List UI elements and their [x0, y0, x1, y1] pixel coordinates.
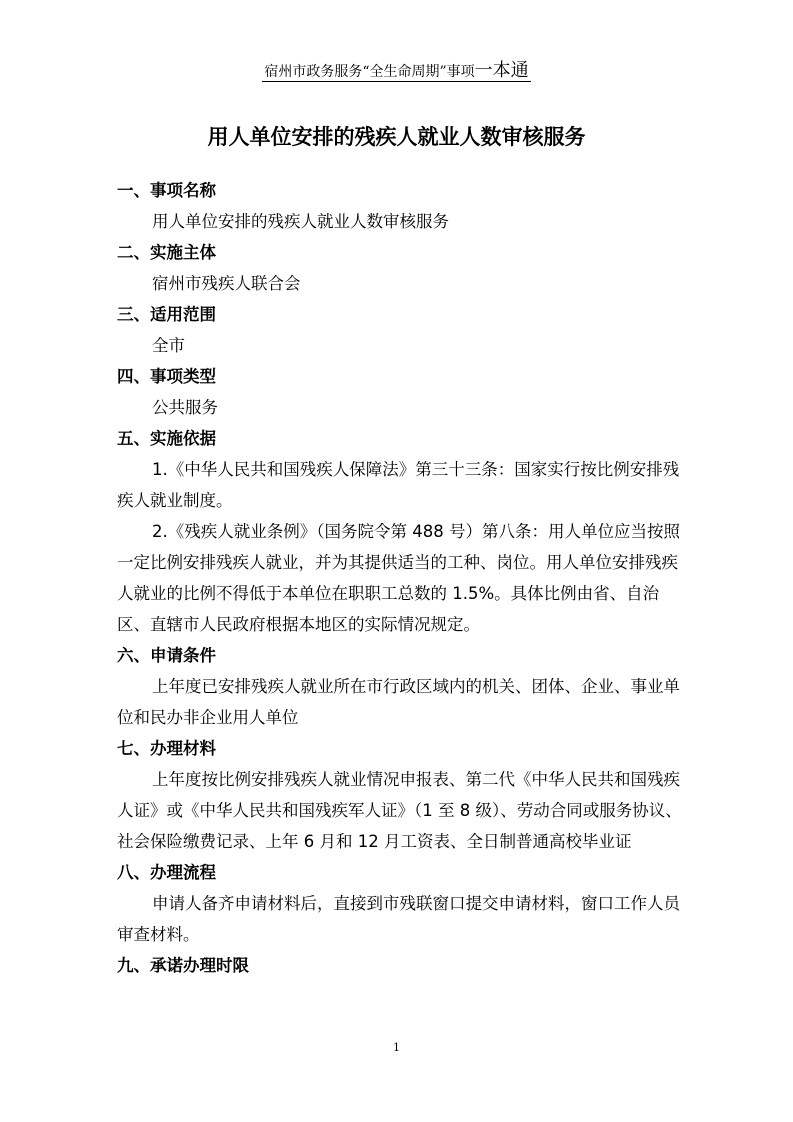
- header-text: [262, 60, 530, 82]
- section-paragraph: 2.《残疾人就业条例》（国务院令第 488 号）第八条：用人单位应当按照一定比例安排残疾人就业，并为其提供适当的工种、岗位。用人单位安排残疾人就业的比例不得低于本单位在职职工总数的 1.5%。具体比例由省、自治区、直辖市人民政府根据本地区的实际情况规定。: [117, 522, 680, 634]
- section-paragraph: 用人单位安排的残疾人就业人数审核服务: [152, 212, 449, 231]
- section-heading: 六、申请条件: [117, 646, 216, 665]
- section-paragraph: 上年度已安排残疾人就业所在市行政区域内的机关、团体、企业、事业单位和民办非企业用人单位: [117, 677, 680, 727]
- section-heading: 四、事项类型: [117, 367, 216, 386]
- section-heading: 三、适用范围: [117, 305, 216, 324]
- section-paragraph: 1.《中华人民共和国残疾人保障法》第三十三条：国家实行按比例安排残疾人就业制度。: [117, 460, 680, 510]
- document-body: [117, 175, 687, 981]
- section-heading: 九、承诺办理时限: [117, 956, 249, 975]
- section-paragraph: 全市: [152, 336, 185, 355]
- section-heading: 七、办理材料: [117, 739, 216, 758]
- document-title: 用人单位安排的残疾人就业人数审核服务: [207, 125, 586, 149]
- section-paragraph: 申请人备齐申请材料后，直接到市残联窗口提交申请材料，窗口工作人员审查材料。: [117, 894, 680, 944]
- page-number: 1: [393, 1041, 400, 1054]
- section-heading: 五、实施依据: [117, 429, 216, 448]
- section-paragraph: 宿州市残疾人联合会: [152, 274, 301, 293]
- header-text-big: 一本通: [474, 60, 529, 81]
- section-paragraph: 公共服务: [152, 398, 218, 417]
- page-header: [0, 60, 793, 83]
- header-text-main: 宿州市政务服务“全生命周期”事项: [264, 64, 475, 80]
- section-paragraph: 上年度按比例安排残疾人就业情况申报表、第二代《中华人民共和国残疾人证》或《中华人民共和国残疾军人证》（1 至 8 级）、劳动合同或服务协议、社会保险缴费记录、上年 6 月和 12 月工资表、全日制普通高校毕业证: [117, 770, 682, 851]
- section-heading: 二、实施主体: [117, 243, 216, 262]
- section-heading: 一、事项名称: [117, 181, 216, 200]
- section-heading: 八、办理流程: [117, 863, 216, 882]
